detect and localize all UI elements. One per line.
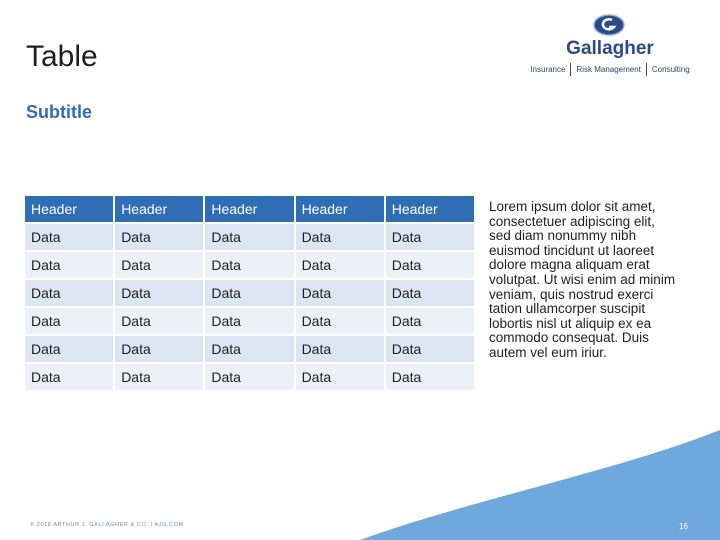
- table-header-row: [25, 196, 476, 224]
- logo-tagline: [528, 65, 692, 76]
- table-cell: Data: [115, 364, 205, 392]
- table-row: [25, 308, 476, 336]
- table-cell: Data: [296, 364, 386, 392]
- tagline-consulting: Consulting: [651, 65, 690, 74]
- tagline-insurance: Insurance: [530, 65, 566, 74]
- table-cell: Data: [296, 308, 386, 336]
- table-row: [25, 336, 476, 364]
- table-cell: Data: [205, 224, 295, 252]
- table-cell: Data: [296, 280, 386, 308]
- table-cell: Data: [115, 252, 205, 280]
- globe-logo-icon: [592, 14, 626, 36]
- table-cell: Data: [296, 252, 386, 280]
- table-cell: Data: [205, 280, 295, 308]
- table-cell: Data: [25, 224, 115, 252]
- table-cell: Data: [115, 308, 205, 336]
- table-cell: Data: [386, 280, 476, 308]
- table-cell: Data: [115, 280, 205, 308]
- table-cell: Data: [25, 252, 115, 280]
- table-cell: Data: [296, 224, 386, 252]
- table-cell: Data: [386, 224, 476, 252]
- table-cell: Data: [25, 308, 115, 336]
- tagline-separator: [646, 63, 647, 76]
- table-cell: Data: [205, 252, 295, 280]
- table-cell: Data: [386, 336, 476, 364]
- table-cell: Data: [205, 336, 295, 364]
- table-header-cell: Header: [205, 196, 295, 224]
- table-header-cell: Header: [115, 196, 205, 224]
- table-header-cell: Header: [296, 196, 386, 224]
- table-cell: Data: [115, 224, 205, 252]
- slide-subtitle: Subtitle: [26, 102, 92, 122]
- table-row: [25, 224, 476, 252]
- tagline-separator: [570, 63, 571, 76]
- slide-title: Table: [26, 40, 98, 73]
- table-cell: Data: [386, 252, 476, 280]
- table-cell: Data: [296, 336, 386, 364]
- data-table: [25, 196, 476, 392]
- body-text: Lorem ipsum dolor sit amet, consectetuer adipiscing elit, sed diam nonummy nibh euismod tincidunt ut laoreet dolore magna aliquam erat volutpat. Ut wisi enim ad minim veniam, quis nostrud exerci tation ullamcorper suscipit lobortis nisl ut aliquip ex ea commodo consequat. Duis autem vel eum iriur.: [489, 199, 676, 360]
- table-cell: Data: [25, 364, 115, 392]
- gallagher-logo: [528, 12, 692, 82]
- table-cell: Data: [205, 364, 295, 392]
- table-cell: Data: [25, 280, 115, 308]
- table-cell: Data: [386, 364, 476, 392]
- table-cell: Data: [386, 308, 476, 336]
- table-header-cell: Header: [25, 196, 115, 224]
- table-row: [25, 252, 476, 280]
- page-number: 16: [679, 522, 688, 531]
- table-header-cell: Header: [386, 196, 476, 224]
- table-cell: Data: [25, 336, 115, 364]
- table-cell: Data: [115, 336, 205, 364]
- table-cell: Data: [205, 308, 295, 336]
- table-row: [25, 280, 476, 308]
- table-row: [25, 364, 476, 392]
- logo-wordmark: Gallagher: [566, 38, 654, 59]
- tagline-risk-management: Risk Management: [576, 65, 641, 74]
- footer-copyright: © 2018 ARTHUR J. GALLAGHER & CO. | AJG.COM: [30, 522, 184, 528]
